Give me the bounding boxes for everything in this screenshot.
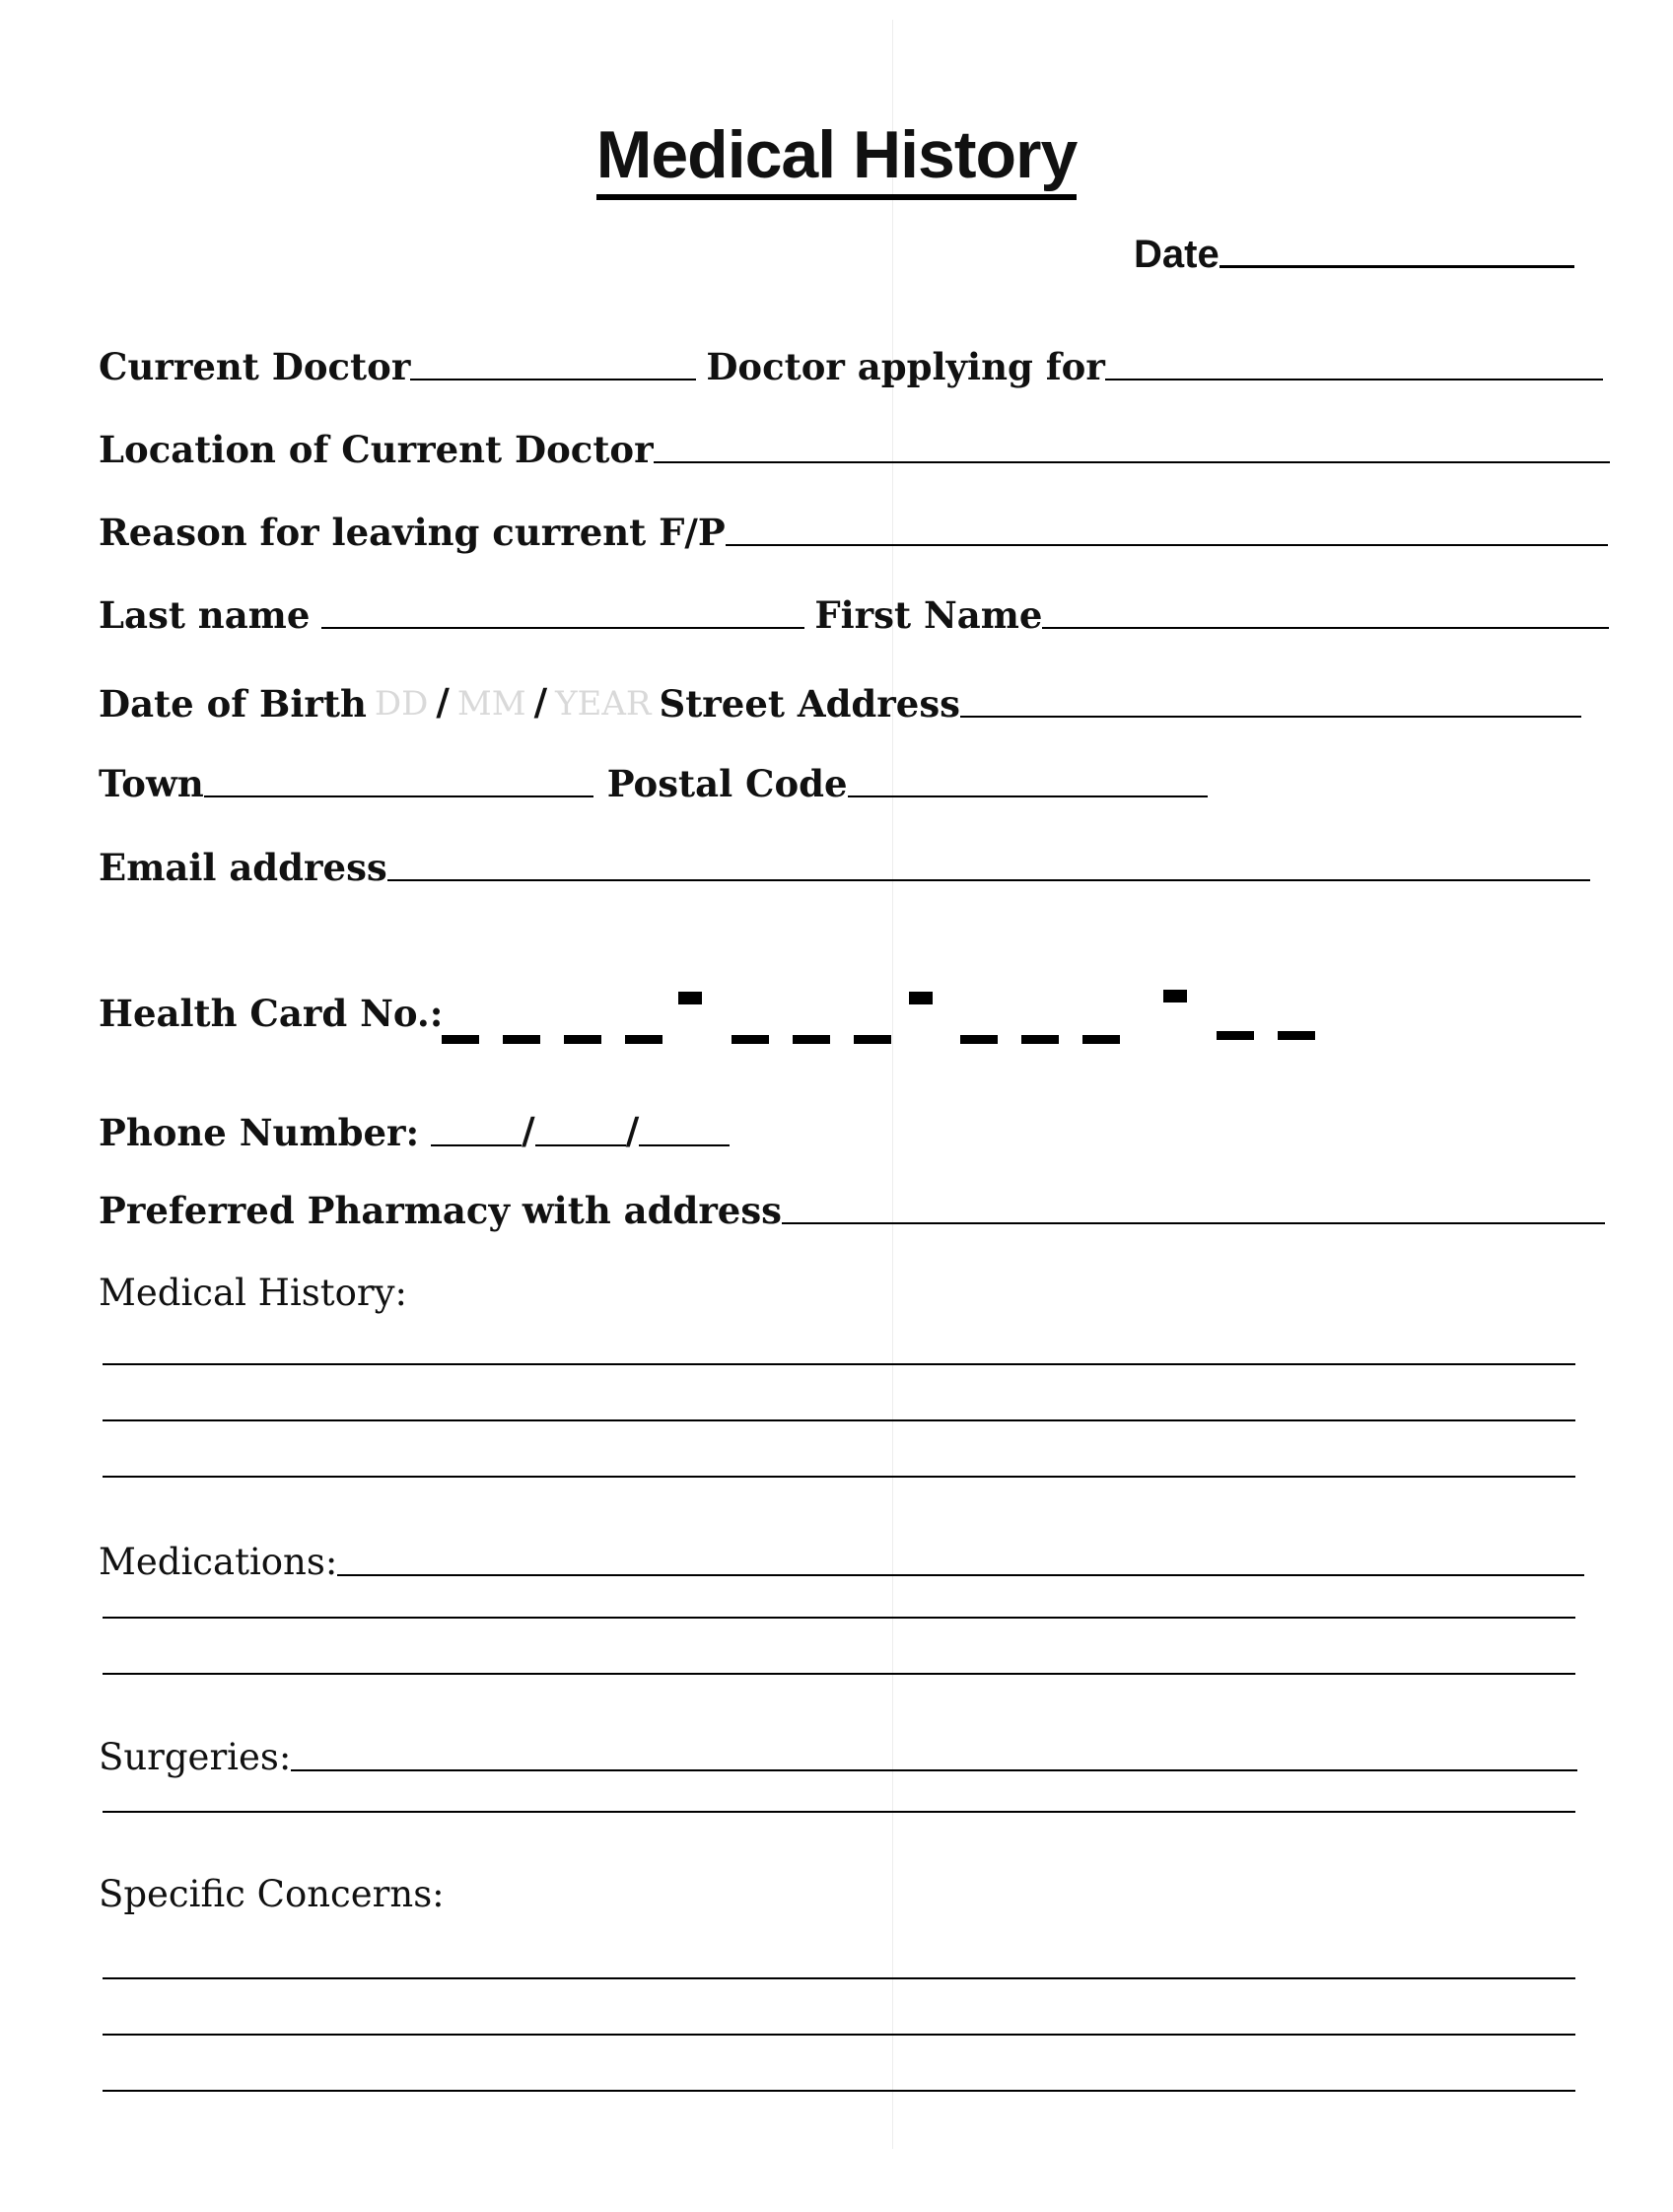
name-row bbox=[99, 595, 1609, 635]
doctor-applying-label: Doctor applying for bbox=[706, 345, 1105, 388]
surgeries-row bbox=[99, 1738, 1577, 1777]
page-title: Medical History bbox=[0, 116, 1673, 193]
reason-row bbox=[99, 513, 1608, 552]
town-row bbox=[99, 764, 1208, 803]
dob-row bbox=[99, 680, 1581, 724]
medications-line[interactable] bbox=[103, 1673, 1575, 1675]
health-card-digit-slot[interactable] bbox=[442, 1035, 479, 1044]
dob-label: Date of Birth bbox=[99, 682, 367, 726]
last-name-label: Last name bbox=[99, 593, 311, 637]
dob-month-placeholder[interactable]: MM bbox=[456, 684, 526, 724]
street-address-label: Street Address bbox=[659, 682, 961, 726]
medications-field[interactable] bbox=[337, 1574, 1584, 1576]
town-field[interactable] bbox=[204, 795, 593, 797]
phone-line-field[interactable] bbox=[639, 1144, 730, 1146]
postal-code-field[interactable] bbox=[848, 795, 1208, 797]
health-card-label: Health Card No.: bbox=[99, 992, 444, 1035]
date-field[interactable] bbox=[1220, 265, 1574, 268]
concerns-line[interactable] bbox=[103, 2090, 1575, 2092]
medical-history-line[interactable] bbox=[103, 1476, 1575, 1478]
location-current-doctor-label: Location of Current Doctor bbox=[99, 428, 654, 471]
health-card-row bbox=[99, 994, 443, 1033]
current-doctor-field[interactable] bbox=[410, 379, 696, 380]
pharmacy-field[interactable] bbox=[782, 1222, 1605, 1224]
health-card-separator bbox=[678, 992, 702, 1004]
dob-separator: / bbox=[533, 680, 548, 724]
email-label: Email address bbox=[99, 846, 387, 889]
location-current-doctor-field[interactable] bbox=[654, 461, 1610, 463]
concerns-row bbox=[99, 1875, 445, 1914]
phone-label: Phone Number: bbox=[99, 1111, 420, 1154]
medications-label: Medications: bbox=[99, 1541, 338, 1583]
first-name-field[interactable] bbox=[1042, 627, 1609, 629]
email-row bbox=[99, 848, 1590, 887]
medical-history-label: Medical History: bbox=[99, 1272, 407, 1314]
surgeries-label: Surgeries: bbox=[99, 1736, 292, 1778]
current-doctor-label: Current Doctor bbox=[99, 345, 411, 388]
dob-day-placeholder[interactable]: DD bbox=[374, 684, 429, 724]
specific-concerns-label: Specific Concerns: bbox=[99, 1873, 445, 1915]
street-address-field[interactable] bbox=[960, 716, 1581, 718]
postal-code-label: Postal Code bbox=[606, 762, 848, 805]
dob-year-placeholder[interactable]: YEAR bbox=[555, 684, 652, 724]
phone-separator: / bbox=[625, 1109, 640, 1152]
health-card-digit-slot[interactable] bbox=[564, 1035, 601, 1044]
pharmacy-row bbox=[99, 1191, 1605, 1230]
health-card-digit-slot[interactable] bbox=[854, 1035, 891, 1044]
doctor-applying-field[interactable] bbox=[1105, 379, 1603, 380]
reason-leaving-label: Reason for leaving current F/P bbox=[99, 511, 726, 554]
phone-prefix-field[interactable] bbox=[535, 1144, 626, 1146]
date-label: Date bbox=[1134, 233, 1220, 276]
medical-history-line[interactable] bbox=[103, 1363, 1575, 1365]
date-row bbox=[1134, 235, 1574, 274]
concerns-line[interactable] bbox=[103, 1977, 1575, 1979]
pharmacy-label: Preferred Pharmacy with address bbox=[99, 1189, 783, 1232]
medications-row bbox=[99, 1543, 1584, 1582]
paper-fold-line bbox=[892, 20, 893, 2149]
medical-history-row bbox=[99, 1274, 407, 1313]
health-card-digit-slot[interactable] bbox=[960, 1035, 998, 1044]
dob-separator: / bbox=[436, 680, 450, 724]
surgeries-line[interactable] bbox=[103, 1811, 1575, 1813]
health-card-digit-slot[interactable] bbox=[793, 1035, 830, 1044]
reason-leaving-field[interactable] bbox=[726, 544, 1608, 546]
health-card-digit-slot[interactable] bbox=[1082, 1035, 1120, 1044]
health-card-digit-slot[interactable] bbox=[1021, 1035, 1059, 1044]
last-name-field[interactable] bbox=[321, 627, 804, 629]
health-card-digit-slot[interactable] bbox=[1217, 1031, 1254, 1040]
phone-row bbox=[99, 1109, 730, 1152]
health-card-digit-slot[interactable] bbox=[503, 1035, 540, 1044]
health-card-separator bbox=[1163, 990, 1187, 1002]
email-field[interactable] bbox=[387, 879, 1590, 881]
location-row bbox=[99, 430, 1610, 469]
medications-line[interactable] bbox=[103, 1617, 1575, 1619]
phone-area-field[interactable] bbox=[431, 1144, 522, 1146]
first-name-label: First Name bbox=[814, 593, 1043, 637]
health-card-digit-slot[interactable] bbox=[1278, 1031, 1315, 1040]
concerns-line[interactable] bbox=[103, 2034, 1575, 2036]
health-card-digit-slot[interactable] bbox=[732, 1035, 769, 1044]
health-card-separator bbox=[909, 992, 933, 1004]
town-label: Town bbox=[99, 762, 204, 805]
doctor-row bbox=[99, 347, 1603, 386]
phone-separator: / bbox=[522, 1109, 535, 1152]
surgeries-field[interactable] bbox=[291, 1769, 1577, 1771]
medical-history-line[interactable] bbox=[103, 1419, 1575, 1421]
health-card-digit-slot[interactable] bbox=[625, 1035, 662, 1044]
